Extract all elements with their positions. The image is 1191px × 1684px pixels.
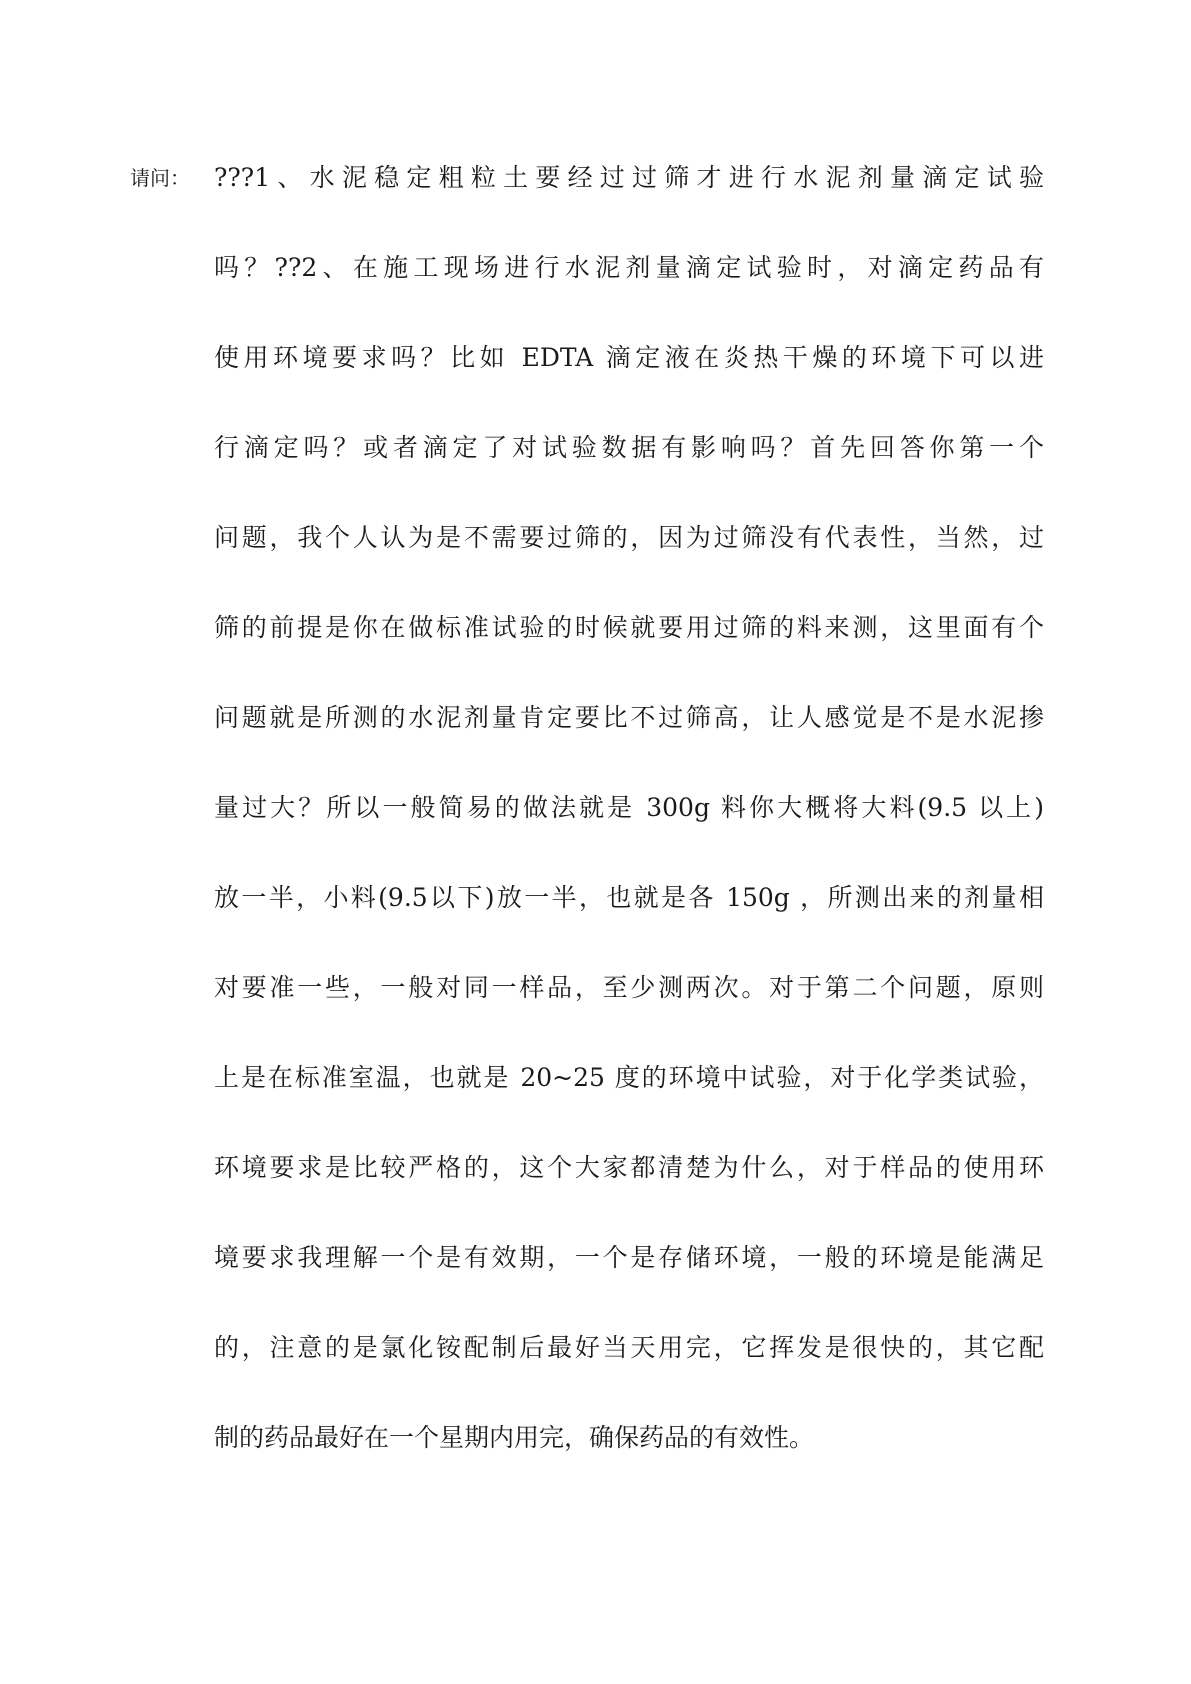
text-line-14: 的，注意的是氯化铵配制后最好当天用完，它挥发是很快的，其它配 (214, 1333, 1044, 1362)
text-line-8: 量过大？所以一般简易的做法就是 300g 料你大概将大料(9.5 以上) (214, 793, 1044, 822)
question-label: 请问： (130, 166, 190, 190)
text-line-6: 筛的前提是你在做标准试验的时候就要用过筛的料来测，这里面有个 (214, 613, 1044, 642)
text-line-7: 问题就是所测的水泥剂量肯定要比不过筛高，让人感觉是不是水泥掺 (214, 703, 1044, 732)
text-line-13: 境要求我理解一个是有效期，一个是存储环境，一般的环境是能满足 (214, 1243, 1044, 1272)
text-line-1: ???1、水泥稳定粗粒土要经过过筛才进行水泥剂量滴定试验 (214, 163, 1044, 192)
text-line-15: 制的药品最好在一个星期内用完，确保药品的有效性。 (214, 1423, 815, 1452)
text-line-10: 对要准一些，一般对同一样品，至少测两次。对于第二个问题，原则 (214, 973, 1044, 1002)
text-line-3: 使用环境要求吗？比如 EDTA 滴定液在炎热干燥的环境下可以进 (214, 343, 1044, 372)
text-line-2: 吗？??2、在施工现场进行水泥剂量滴定试验时，对滴定药品有 (214, 253, 1044, 282)
text-line-9: 放一半，小料(9.5以下)放一半，也就是各 150g ，所测出来的剂量相 (214, 883, 1044, 912)
text-line-12: 环境要求是比较严格的，这个大家都清楚为什么，对于样品的使用环 (214, 1153, 1044, 1182)
text-line-5: 问题，我个人认为是不需要过筛的，因为过筛没有代表性，当然，过 (214, 523, 1044, 552)
text-line-11: 上是在标准室温，也就是 20~25 度的环境中试验，对于化学类试验， (214, 1063, 1044, 1092)
text-line-4: 行滴定吗？或者滴定了对试验数据有影响吗？首先回答你第一个 (214, 433, 1044, 462)
